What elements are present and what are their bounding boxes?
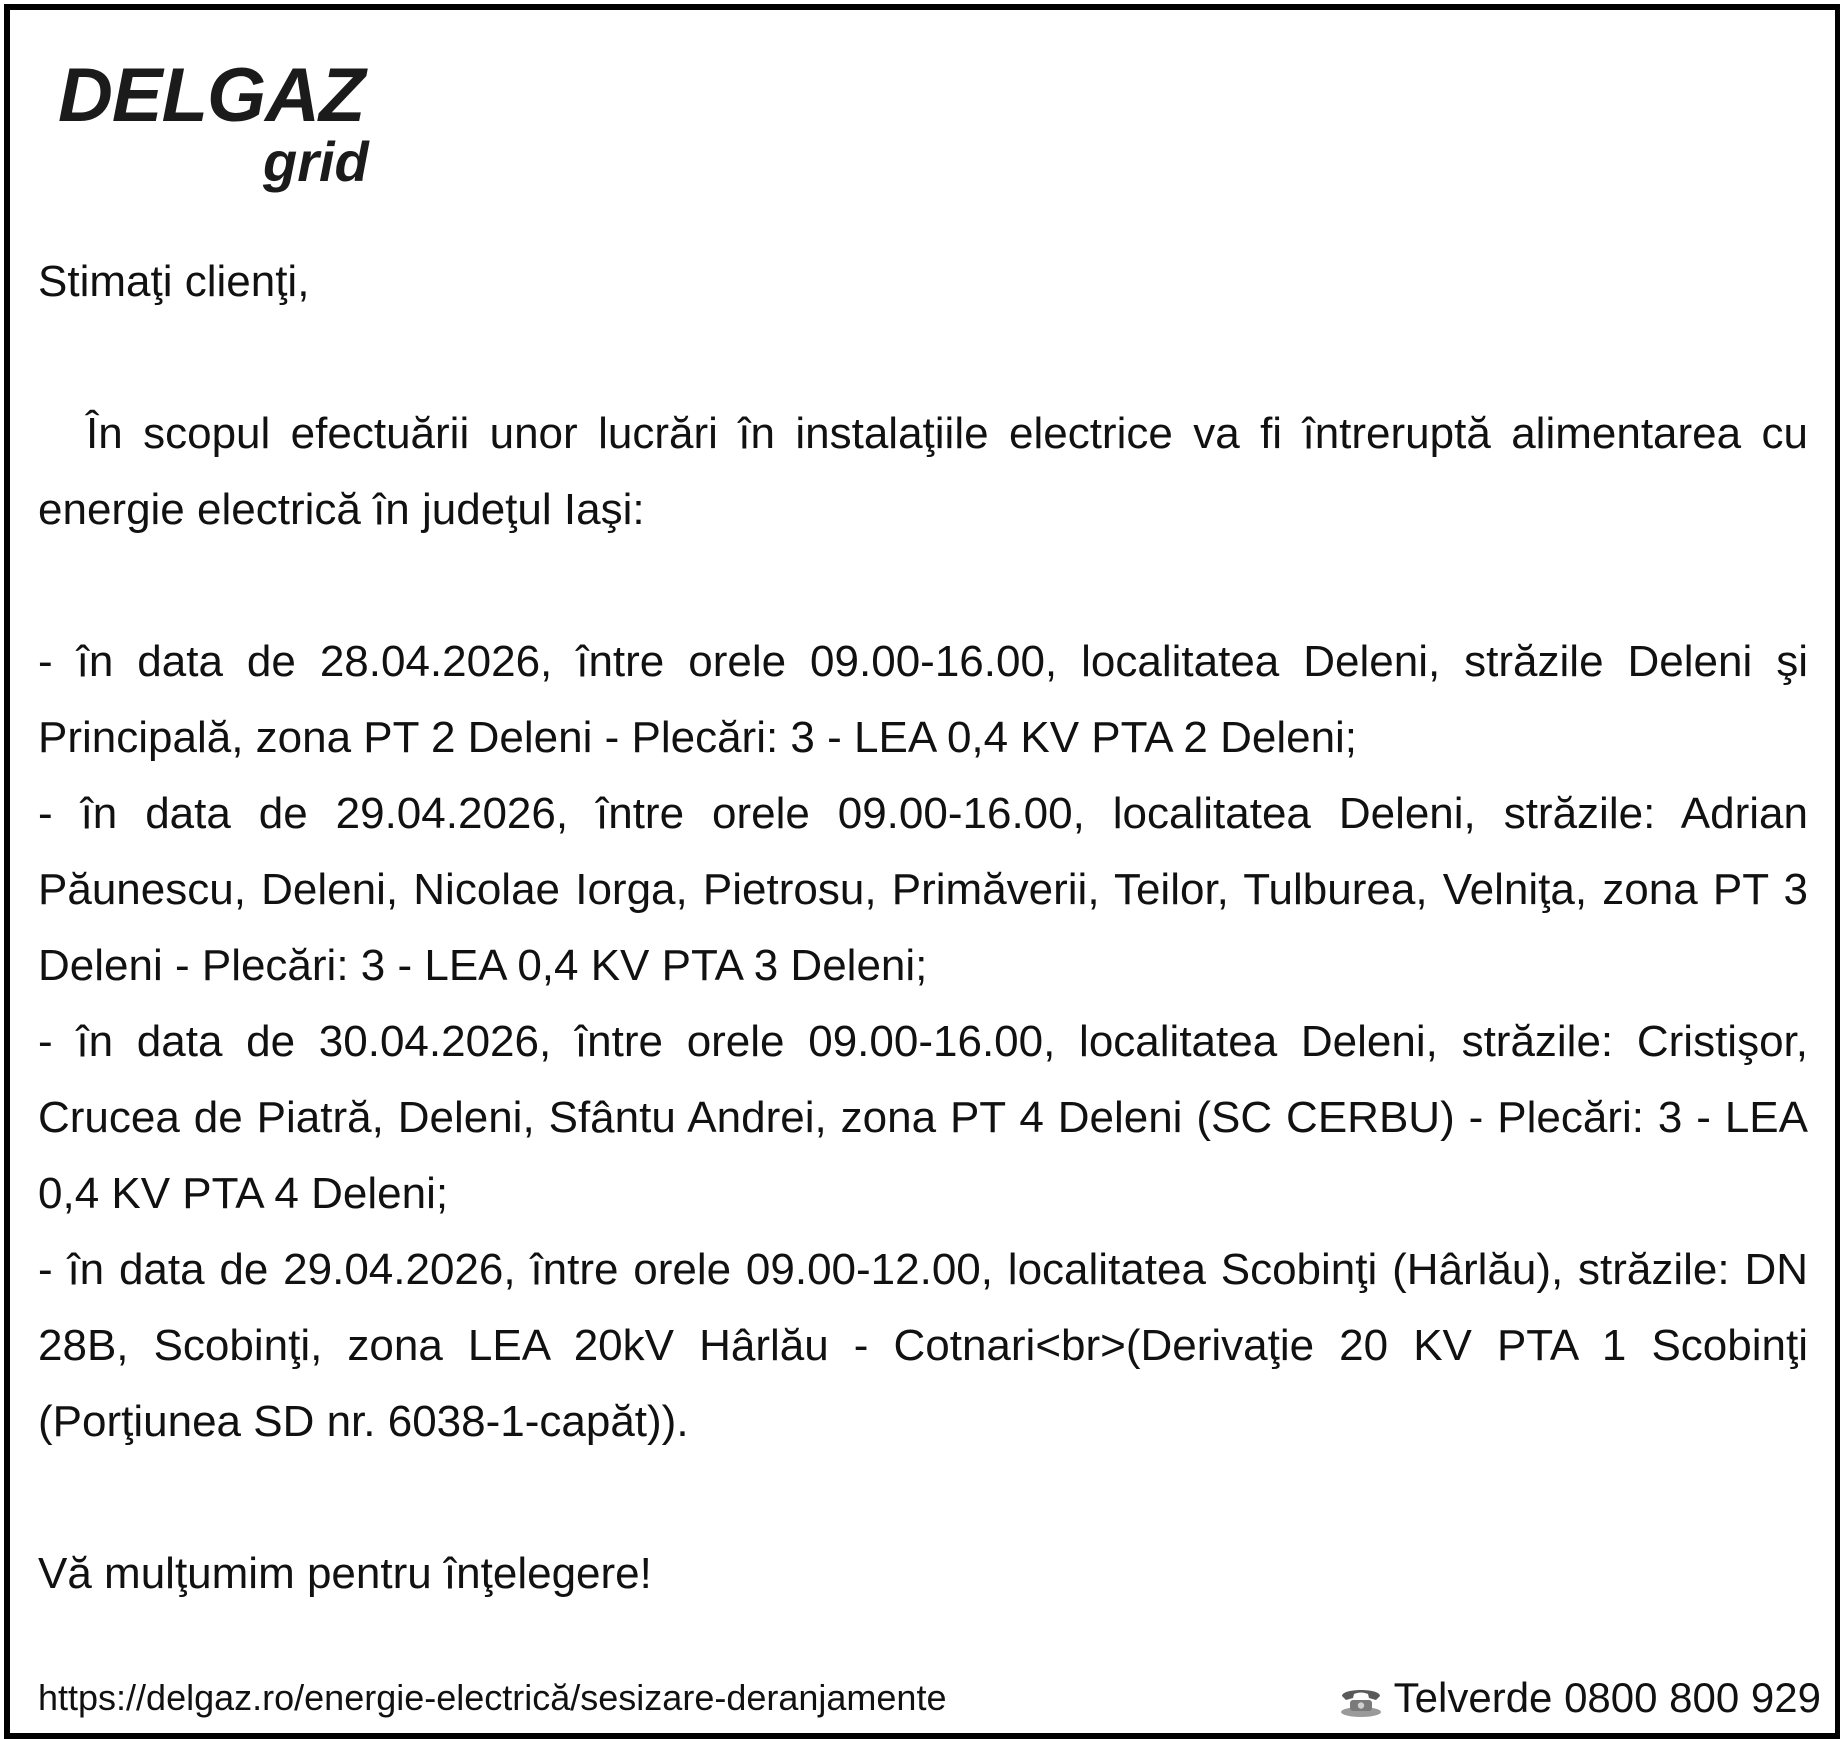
- outage-item-2: - în data de 29.04.2026, între orele 09.00-16.00, localitatea Deleni, străzile: Adrian Păunescu, Deleni, Nicolae Iorga, Pietrosu, Primăverii, Teilor, Tulburea, Velniţa, zona PT 3 Deleni - Plecări: 3 - LEA 0,4 KV PTA 3 Deleni;: [38, 789, 1808, 990]
- support-link[interactable]: https://delgaz.ro/energie-electrică/sesizare-deranjamente: [38, 1677, 947, 1718]
- logo-subtitle: grid: [263, 130, 369, 193]
- notice-body: [38, 244, 1808, 1612]
- outage-item-4: - în data de 29.04.2026, între orele 09.00-12.00, localitatea Scobinţi (Hârlău), străzile: DN 28B, Scobinţi, zona LEA 20kV Hârlău - Cotnari<br>(Derivaţie 20 KV PTA 1 Scobinţi (Porţiunea SD nr. 6038-1-capăt)).: [38, 1245, 1808, 1446]
- thanks-line: Vă mulţumim pentru înţelegere!: [38, 1549, 652, 1598]
- telephone-icon: [1338, 1680, 1384, 1716]
- logo-wordmark: DELGAZ: [58, 53, 365, 138]
- delgaz-grid-logo: [58, 53, 418, 196]
- notice-frame: [4, 4, 1840, 1739]
- greeting: Stimaţi clienţi,: [38, 257, 310, 306]
- intro-paragraph: În scopul efectuării unor lucrări în instalaţiile electrice va fi întreruptă alimentarea cu energie electrică în judeţul Iaşi:: [38, 409, 1808, 534]
- outage-item-1: - în data de 28.04.2026, între orele 09.00-16.00, localitatea Deleni, străzile Deleni şi Principală, zona PT 2 Deleni - Plecări: 3 - LEA 0,4 KV PTA 2 Deleni;: [38, 637, 1808, 762]
- phone-contact: [1338, 1674, 1821, 1722]
- phone-number[interactable]: Telverde 0800 800 929: [1393, 1674, 1821, 1721]
- outage-item-3: - în data de 30.04.2026, între orele 09.00-16.00, localitatea Deleni, străzile: Cristişor, Crucea de Piatră, Deleni, Sfântu Andrei, zona PT 4 Deleni (SC CERBU) - Plecări: 3 - LEA 0,4 KV PTA 4 Deleni;: [38, 1017, 1808, 1218]
